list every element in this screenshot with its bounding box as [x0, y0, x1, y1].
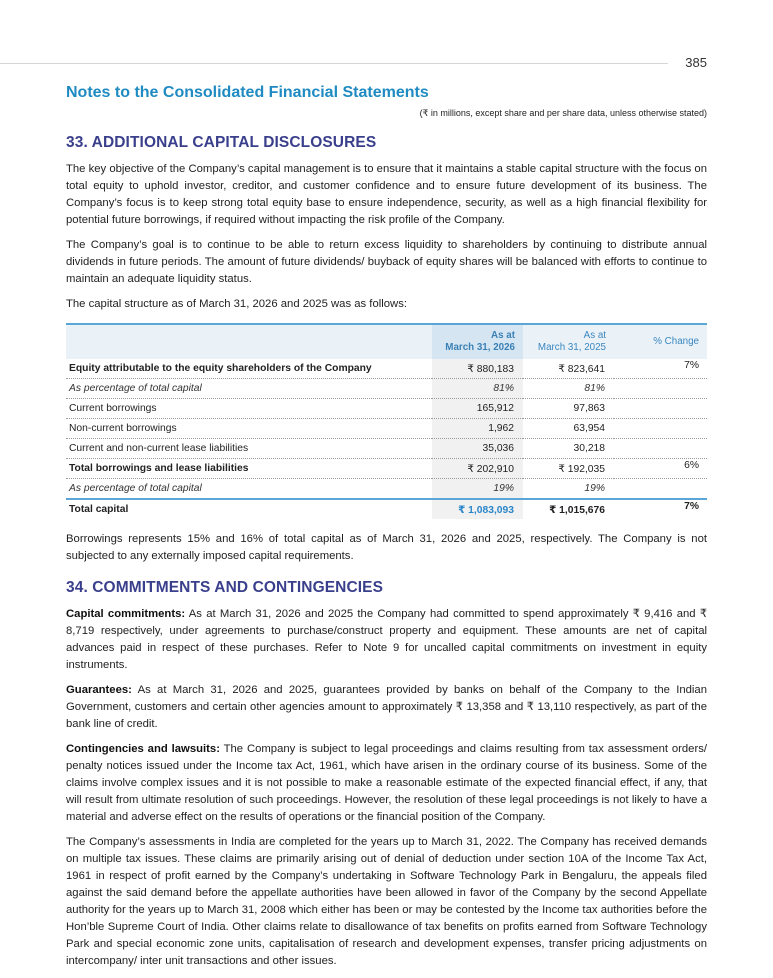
value-2025: 30,218 [523, 439, 614, 459]
contingencies-paragraph [66, 741, 707, 826]
section-33-paragraph-1: The key objective of the Company’s capital management is to ensure that it maintains a stable capital structure with the focus on total equity to uphold investor, creditor, and customer confidence and to ensure future development of its business. The Company’s focus is to keep strong total equity base to ensure independence, security, as well as a high financial flexibility for potential future borrowings, if required without impacting the risk profile of the Company. [66, 163, 707, 226]
capital-structure-table [66, 323, 707, 519]
page-title: Notes to the Consolidated Financial Statements [66, 84, 429, 101]
table-row [66, 399, 707, 419]
main-content [66, 134, 707, 978]
capital-commitments-text: As at March 31, 2026 and 2025 the Company had committed to spend approximately ₹ 9,416 and ₹ 8,719 respectively, under agreements to purchase/construct property and equipment. These amounts are net of capital advances paid in respect of these purchases. Refer to Note 9 for uncalled capital commitments on investment in equity instruments. [66, 608, 708, 671]
row-label: Non-current borrowings [66, 419, 432, 439]
value-2026: 35,036 [432, 439, 523, 459]
value-2026: ₹ 1,083,093 [432, 499, 523, 519]
table-row [66, 439, 707, 459]
header-label-cell [66, 324, 432, 359]
value-2026: ₹ 880,183 [432, 359, 523, 379]
value-2025: 97,863 [523, 399, 614, 419]
value-change [614, 399, 707, 419]
section-33-paragraph-2: The Company’s goal is to continue to be able to return excess liquidity to shareholders by continuing to distribute annual dividends in future periods. The amount of future dividends/ buyback of equity shares will be balanced with efforts to continue to maintain an adequate liquidity status. [66, 239, 707, 285]
table-row [66, 459, 707, 479]
value-2025: ₹ 1,015,676 [523, 499, 614, 519]
tax-assessment-paragraph: The Company’s assessments in India are completed for the years up to March 31, 2022. The Company has received demands on multiple tax issues. These claims are primarily arising out of denial of deduction under section 10A of the Income Tax Act, 1961 in respect of profit earned by the Company’s undertaking in Software Technology Park in Bengaluru, the appeals filed against the said demand before the appellate authorities have been allowed in favor of the Company by the second Appellate authority for the years up to March 31, 2008 which either has been or may be contested by the Income tax authorities before the Hon’ble Supreme Court of India. Other claims relate to disallowance of tax benefits on profits earned from Software Technology Park and special economic zone units, capitalisation of research and development expenses, transfer pricing adjustments on intercompany/ inter unit transactions and other issues. [66, 836, 707, 967]
row-label: Equity attributable to the equity shareholders of the Company [66, 359, 432, 379]
contingencies-label: Contingencies and lawsuits: [66, 743, 220, 755]
row-label: Total borrowings and lease liabilities [66, 459, 432, 479]
row-label: Current borrowings [66, 399, 432, 419]
header-rule [0, 63, 668, 64]
header-col-change: % Change [614, 324, 707, 359]
page-number: 385 [685, 55, 707, 70]
value-change: 6% [614, 459, 707, 479]
section-33-paragraph-4: Borrowings represents 15% and 16% of total capital as of March 31, 2026 and 2025, respectively. The Company is not subjected to any externally imposed capital requirements. [66, 533, 707, 562]
table-header-row [66, 324, 707, 359]
units-note: (₹ in millions, except share and per share data, unless otherwise stated) [419, 108, 707, 118]
value-2026: ₹ 202,910 [432, 459, 523, 479]
guarantees-text: As at March 31, 2026 and 2025, guarantees provided by banks on behalf of the Company to the Indian Government, customers and certain other agencies amount to approximately ₹ 13,358 and ₹ 13,110 respectively, as part of the bank line of credit. [66, 684, 707, 730]
value-change [614, 479, 707, 500]
table-row [66, 419, 707, 439]
value-2026: 19% [432, 479, 523, 500]
value-2026: 1,962 [432, 419, 523, 439]
value-change: 7% [614, 499, 707, 519]
value-2025: ₹ 192,035 [523, 459, 614, 479]
guarantees-paragraph [66, 682, 707, 733]
table-row-total [66, 499, 707, 519]
value-2026: 81% [432, 379, 523, 399]
section-33-paragraph-3: The capital structure as of March 31, 2026 and 2025 was as follows: [66, 298, 407, 310]
row-label: As percentage of total capital [66, 479, 432, 500]
value-change: 7% [614, 359, 707, 379]
table-row [66, 479, 707, 500]
value-2025: 81% [523, 379, 614, 399]
value-change [614, 379, 707, 399]
section-33-heading: 33. ADDITIONAL CAPITAL DISCLOSURES [66, 134, 377, 151]
value-2025: 63,954 [523, 419, 614, 439]
value-change [614, 419, 707, 439]
row-label: Total capital [66, 499, 432, 519]
value-2025: ₹ 823,641 [523, 359, 614, 379]
value-2025: 19% [523, 479, 614, 500]
value-change [614, 439, 707, 459]
header-col-2025: As at March 31, 2025 [523, 324, 614, 359]
contingencies-text: The Company is subject to legal proceedings and claims resulting from tax assessment orders/ penalty notices issued under the Income tax Act, 1961, which have arisen in the ordinary course of its business. Some of the claims involve complex issues and it is not possible to make a reasonable estimate of the expected financial effect, if any, that will result from ultimate resolution of such proceedings. However, the resolution of these legal proceedings is not likely to have a material and adverse effect on the results of operations or the financial position of the Company. [66, 743, 707, 823]
guarantees-label: Guarantees: [66, 684, 132, 696]
row-label: As percentage of total capital [66, 379, 432, 399]
capital-commitments-label: Capital commitments: [66, 608, 186, 620]
row-label: Current and non-current lease liabilities [66, 439, 432, 459]
header-col-2026: As at March 31, 2026 [432, 324, 523, 359]
capital-commitments-paragraph [66, 606, 707, 674]
value-2026: 165,912 [432, 399, 523, 419]
table-row [66, 359, 707, 379]
section-34-heading: 34. COMMITMENTS AND CONTINGENCIES [66, 579, 384, 596]
table-row [66, 379, 707, 399]
